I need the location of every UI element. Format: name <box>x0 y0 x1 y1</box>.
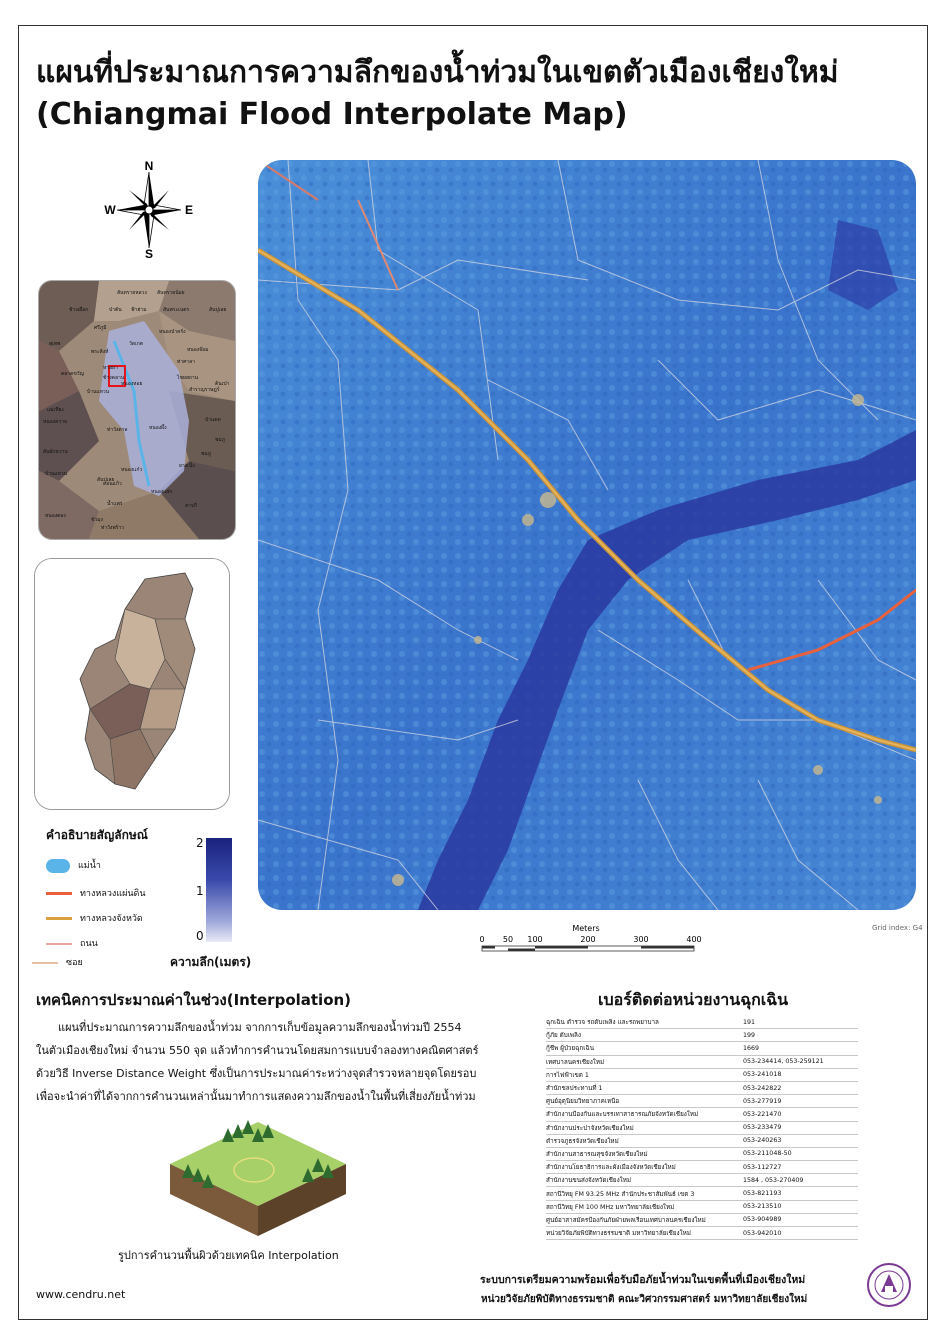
legend-item <box>46 955 83 969</box>
contact-name: ศูนย์อาสาสมัครป้องกันภัยฝ่ายพลเรือนเทศบาลนครเชียงใหม่ <box>546 1216 706 1224</box>
interp-line-3: ด้วยวิธี Inverse Distance Weight ซึ่งเป็นการประมาณค่าระหว่างจุดสำรวจหลายจุดโดยรอบ <box>36 1067 477 1080</box>
district-label: ท่าศาลา <box>177 359 195 365</box>
contact-number[interactable]: 053-213510 <box>743 1203 782 1211</box>
district-label: แม่เหียะ <box>47 407 65 413</box>
scale-tick-label: 300 <box>633 935 649 944</box>
district-label: ดอนแก้ว <box>103 481 122 487</box>
legend-item <box>46 858 101 873</box>
district-label: ท่าวังตาล <box>107 427 128 433</box>
university-seal-icon <box>866 1262 912 1308</box>
district-label: ช้างคลาน <box>103 375 125 381</box>
compass-rose-icon <box>102 160 196 260</box>
district-label: บ้านแหวน <box>45 471 68 477</box>
district-label: หนองจ๊อม <box>187 347 209 353</box>
contact-row <box>546 1042 858 1055</box>
legend-item <box>46 936 98 950</box>
compass-n: N <box>144 160 154 173</box>
river-swatch-icon <box>46 859 70 873</box>
contact-number[interactable]: 053-233479 <box>743 1124 782 1132</box>
contact-row <box>546 1135 858 1148</box>
contact-number[interactable]: 053-240263 <box>743 1137 782 1145</box>
title-english: (Chiangmai Flood Interpolate Map) <box>36 97 628 132</box>
contact-number[interactable]: 191 <box>743 1018 756 1026</box>
contact-number[interactable]: 053-211048-50 <box>743 1150 792 1158</box>
contact-number[interactable]: 053-221470 <box>743 1110 782 1118</box>
line-swatch-icon <box>32 962 58 964</box>
contact-name: สำนักงานโยธาธิการและผังเมืองจังหวัดเชียงใหม่ <box>546 1164 676 1172</box>
contact-name: สถานีวิทยุ FM 100 MHz มหาวิทยาลัยเชียงใหม่ <box>546 1203 675 1211</box>
district-label: หนองหอย <box>121 381 143 387</box>
district-label: ป่าตัน <box>109 307 122 313</box>
contact-row <box>546 1095 858 1108</box>
legend-title: คำอธิบายสัญลักษณ์ <box>46 828 148 842</box>
district-label: สันปูเลย <box>97 477 115 483</box>
district-label: ต้นเปา <box>215 381 230 387</box>
contact-name: ตำรวจภูธรจังหวัดเชียงใหม่ <box>546 1137 619 1145</box>
contact-row <box>546 1029 858 1042</box>
contact-number[interactable]: 1584 , 053-270409 <box>743 1176 804 1184</box>
interpolation-caption: รูปการคำนวนพื้นผิวด้วยเทคนิค Interpolation <box>118 1249 339 1262</box>
district-label: ยางเนิ้ง <box>179 463 195 469</box>
contact-number[interactable]: 1669 <box>743 1044 760 1052</box>
contact-row <box>546 1069 858 1082</box>
legend-label: ซอย <box>66 958 83 968</box>
scale-tick-label: 50 <box>502 935 514 944</box>
interp-line-4: เพื่อจะนำค่าที่ได้จากการคำนวนเหล่านั้นมาทำการแสดงความลึกของน้ำในพื้นที่เสี่ยงภัยน้ำท่วม <box>36 1090 476 1103</box>
contact-number[interactable]: 053-277919 <box>743 1097 782 1105</box>
contact-number[interactable]: 053-241018 <box>743 1071 782 1079</box>
compass-w: W <box>104 203 116 217</box>
contact-number[interactable]: 053-904989 <box>743 1216 782 1224</box>
map-title <box>36 52 839 136</box>
depth-color-ramp <box>206 838 232 942</box>
contact-number[interactable]: 199 <box>743 1031 756 1039</box>
interpolation-title: เทคนิคการประมาณค่าในช่วง(Interpolation) <box>36 991 352 1009</box>
depth-tick-1: 1 <box>196 884 204 898</box>
contact-number[interactable]: 053-234414, 053-259121 <box>743 1058 824 1066</box>
district-label: ตลาดขวัญ <box>61 371 84 377</box>
contact-row <box>546 1122 858 1135</box>
footer-organization: หน่วยวิจัยภัยพิบัติทางธรรมชาติ คณะวิศวกรรมศาสตร์ มหาวิทยาลัยเชียงใหม่ <box>481 1294 808 1305</box>
contact-number[interactable]: 053-112727 <box>743 1163 782 1171</box>
title-thai: แผนที่ประมาณการความลึกของน้ำท่วมในเขตตัวเมืองเชียงใหม่ <box>36 55 839 90</box>
contact-row <box>546 1174 858 1187</box>
contact-name: สำนักงานขนส่งจังหวัดเชียงใหม่ <box>546 1177 632 1185</box>
contact-name: ศูนย์อุตุนิยมวิทยาภาคเหนือ <box>546 1098 620 1106</box>
contact-row <box>546 1201 858 1214</box>
legend-item <box>46 911 143 925</box>
district-label: ช้างเผือก <box>69 307 89 313</box>
emergency-title: เบอร์ติดต่อหน่วยงานฉุกเฉิน <box>598 990 789 1009</box>
contact-row <box>546 1227 858 1240</box>
scale-tick-label: 400 <box>686 935 702 944</box>
contact-row <box>546 1187 858 1200</box>
scale-tick-label: 200 <box>580 935 596 944</box>
line-swatch-icon <box>46 892 72 895</box>
contact-name: สถานีวิทยุ FM 93.25 MHz สำนักประชาสัมพันธ์ เขต 3 <box>546 1190 695 1198</box>
district-label: หนองแก๋ว <box>121 467 143 473</box>
terrain-block-illustration <box>168 1108 348 1236</box>
contact-name: กู้ภัย ดับเพลิง <box>546 1032 581 1040</box>
contact-name: ฉุกเฉิน ตำรวจ รถดับเพลิง และรถพยาบาล <box>546 1019 659 1027</box>
district-label: สารภี <box>185 503 197 509</box>
district-label: ฟ้าฮ่าม <box>131 307 147 313</box>
district-label: หนองควาย <box>43 419 68 425</box>
interp-line-1: แผนที่ประมาณการความลึกของน้ำท่วม จากการเก็บข้อมูลความลึกของน้ำท่วมปี 2554 <box>58 1021 462 1034</box>
compass-s: S <box>144 247 154 260</box>
contact-name: สำนักงานป้องกันและบรรเทาสาธารณภัยจังหวัดเชียงใหม่ <box>546 1111 699 1119</box>
depth-tick-2: 2 <box>196 836 204 850</box>
interpolation-description <box>36 1016 506 1108</box>
interp-line-2: ในตัวเมืองเชียงใหม่ จำนวน 550 จุด แล้วทำการคำนวนโดยสมการแบบจำลองทางคณิตศาสตร์ <box>36 1044 479 1057</box>
contact-number[interactable]: 053-942010 <box>743 1229 782 1237</box>
contact-number[interactable]: 053-242822 <box>743 1084 782 1092</box>
province-inset-map <box>34 558 230 810</box>
district-label: สันทรายน้อย <box>157 290 185 296</box>
scale-tick-label: 0 <box>479 935 485 944</box>
district-label: สุเทพ <box>49 341 61 347</box>
legend-label: ทางหลวงแผ่นดิน <box>80 889 146 899</box>
scale-tick-label: 100 <box>527 935 543 944</box>
district-label: ไชยสถาน <box>177 375 199 381</box>
line-swatch-icon <box>46 943 72 945</box>
scale-unit: Meters <box>572 924 600 933</box>
contact-row <box>546 1016 858 1029</box>
scale-bar <box>478 920 718 960</box>
district-label: บ้านแหวน <box>87 389 110 395</box>
district-label: ป่าแดด <box>205 417 221 423</box>
website-link[interactable]: www.cendru.net <box>36 1288 126 1301</box>
district-label: สันพระเนตร <box>163 307 190 313</box>
legend-label: แม่น้ำ <box>78 861 101 871</box>
district-label: หนองแฝก <box>151 489 173 495</box>
legend-label: ทางหลวงจังหวัด <box>80 914 143 924</box>
district-label: ชมภู <box>201 451 211 457</box>
district-inset-map <box>38 280 236 540</box>
contact-row <box>546 1214 858 1227</box>
contact-row <box>546 1148 858 1161</box>
district-label: สันผักหวาน <box>43 449 68 455</box>
emergency-contact-table <box>546 1016 858 1240</box>
contact-name: สำนักชลประทานที่ 1 <box>546 1085 603 1093</box>
flood-depth-map[interactable] <box>258 160 916 910</box>
contact-name: สำนักงานประปาจังหวัดเชียงใหม่ <box>546 1124 634 1132</box>
district-label: สำราญราษฎร์ <box>189 387 220 393</box>
legend-label: ถนน <box>80 939 98 949</box>
depth-tick-0: 0 <box>196 929 204 943</box>
district-label: ขัวมุง <box>91 517 103 523</box>
contact-name: กู้ชีพ ผู้ป่วยฉุกเฉิน <box>546 1045 594 1053</box>
contact-name: สำนักงานสาธารณสุขจังหวัดเชียงใหม่ <box>546 1150 648 1158</box>
district-label: หนองป่าครั่ง <box>159 329 186 335</box>
district-label: ท่าวังพร้าว <box>101 525 124 531</box>
district-label: สันปูเลย <box>209 307 227 313</box>
contact-row <box>546 1108 858 1121</box>
contact-row <box>546 1161 858 1174</box>
district-label: ชมภู <box>215 437 225 443</box>
district-label: หนองผึ้ง <box>149 425 167 431</box>
depth-legend-title: ความลึก(เมตร) <box>170 955 252 969</box>
contact-name: หน่วยวิจัยภัยพิบัติทางธรรมชาติ มหาวิทยาลัยเชียงใหม่ <box>546 1230 691 1238</box>
compass-e: E <box>184 203 194 217</box>
district-label: วัดเกต <box>129 341 144 347</box>
legend-item <box>46 886 146 900</box>
line-swatch-icon <box>46 917 72 920</box>
contact-number[interactable]: 053-821193 <box>743 1190 782 1198</box>
district-label: หายยา <box>103 365 118 371</box>
district-label: ศรีภูมิ <box>94 325 107 331</box>
contact-row <box>546 1056 858 1069</box>
district-label: พระสิงห์ <box>91 349 109 355</box>
district-label: หนองตอง <box>45 513 66 519</box>
contact-name: การไฟฟ้าเขต 1 <box>546 1071 589 1079</box>
district-label: น้ำแพร่ <box>107 501 123 507</box>
footer-system-name: ระบบการเตรียมความพร้อมเพื่อรับมือภัยน้ำท่วมในเขตพื้นที่เมืองเชียงใหม่ <box>480 1274 806 1286</box>
contact-row <box>546 1082 858 1095</box>
grid-index: Grid index: G4 <box>872 924 923 932</box>
district-label: สันทรายหลวง <box>117 290 147 296</box>
contact-name: เทศบาลนครเชียงใหม่ <box>546 1058 605 1066</box>
